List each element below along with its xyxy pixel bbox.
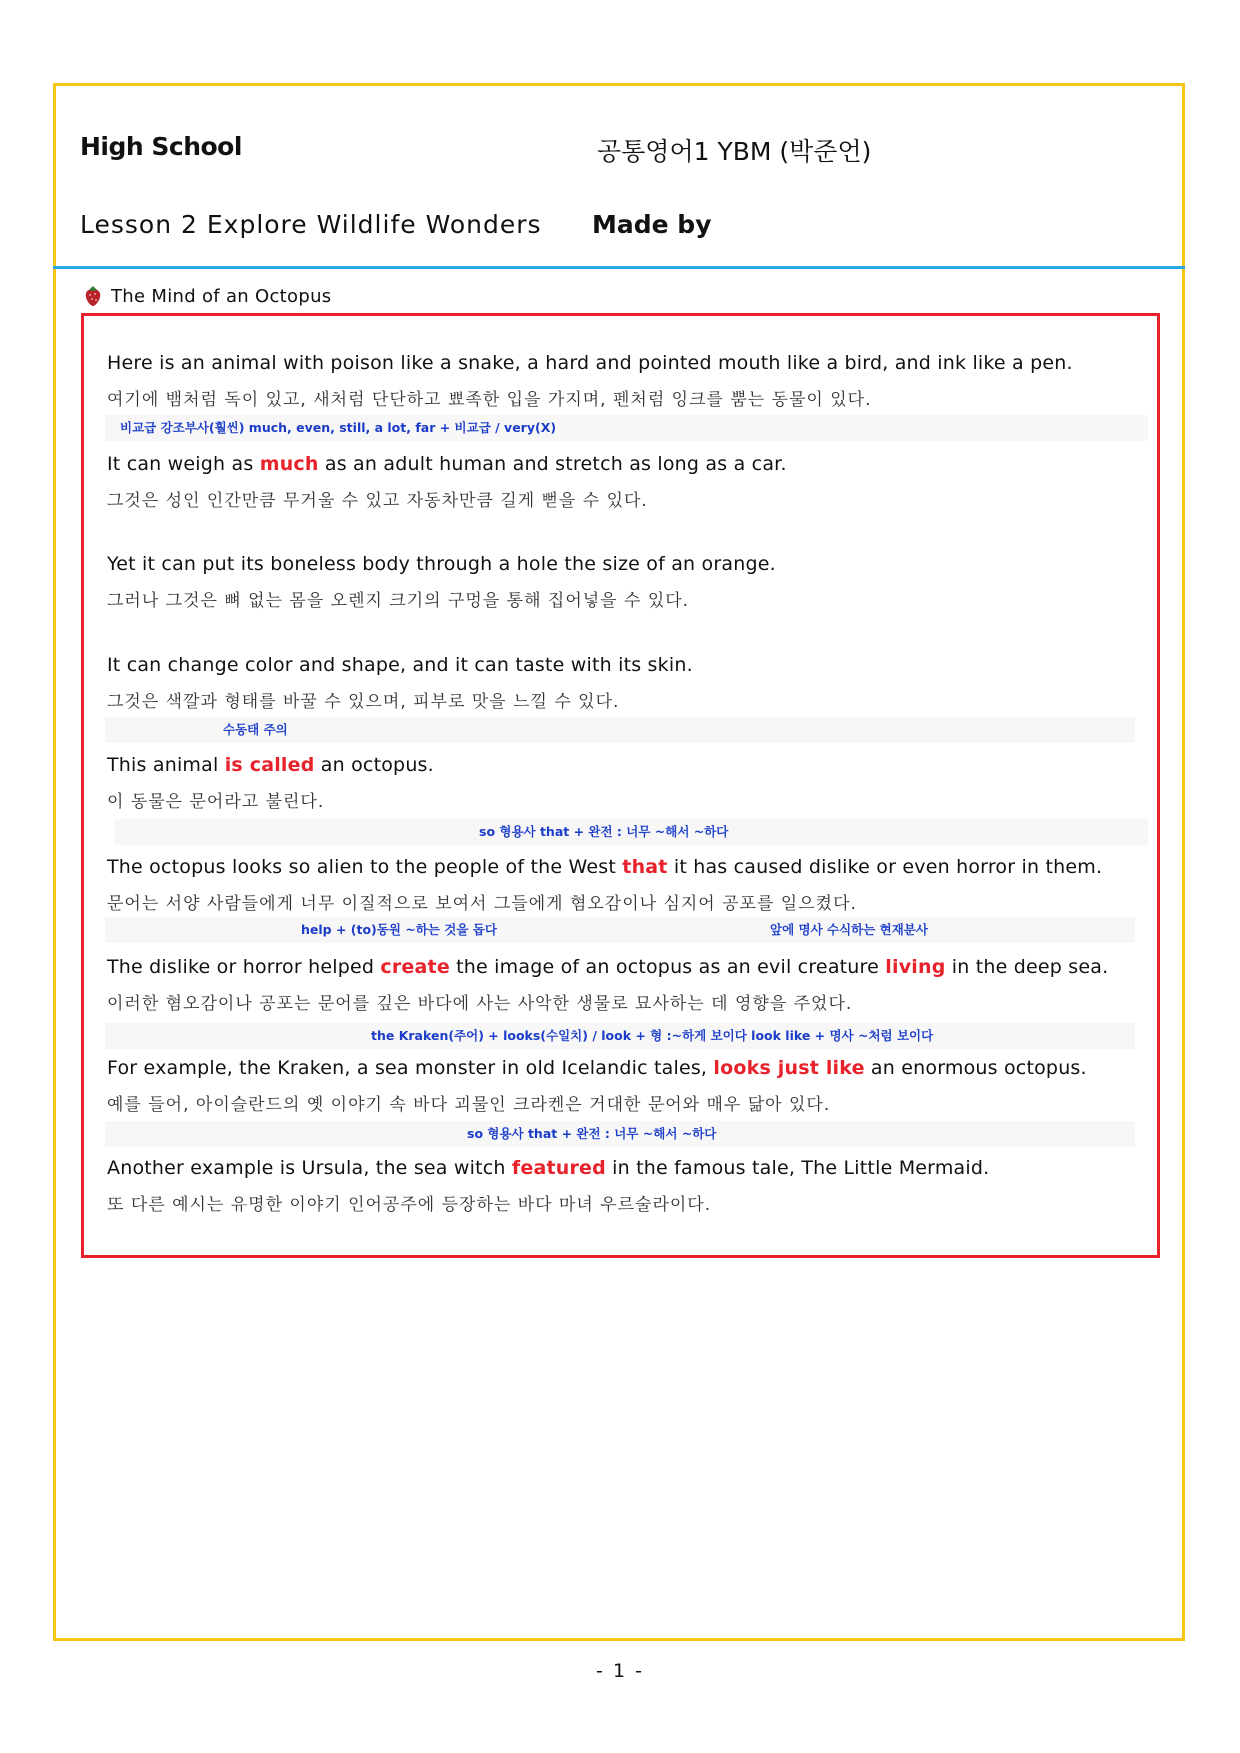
header-divider xyxy=(53,266,1185,269)
korean-translation-8: 예를 들어, 아이슬란드의 옛 이야기 속 바다 괴물인 크라켄은 거대한 문어와 매우 닮아 있다. xyxy=(107,1095,831,1115)
textbook-title: 공통영어1 YBM (박준언) xyxy=(597,137,872,166)
sentence-text: in the deep sea. xyxy=(945,956,1109,978)
korean-translation-5: 이 동물은 문어라고 불린다. xyxy=(107,792,325,812)
grammar-note-5 xyxy=(105,1023,1135,1049)
sentence-text: as an adult human and stretch as long as a car. xyxy=(318,453,787,475)
note-text: so 형용사 that + 완전 : 너무 ~해서 ~하다 xyxy=(467,1126,717,1141)
korean-translation-1: 여기에 뱀처럼 독이 있고, 새처럼 단단하고 뾰족한 입을 가지며, 펜처럼 잉크를 뿜는 동물이 있다. xyxy=(107,390,872,410)
grammar-note-6 xyxy=(105,1121,1135,1147)
sentence-text: an octopus. xyxy=(314,754,434,776)
section-heading xyxy=(84,284,331,308)
english-sentence-1 xyxy=(107,352,1073,374)
english-sentence-5 xyxy=(107,754,434,776)
highlighted-word: looks just like xyxy=(713,1057,865,1079)
school-level: High School xyxy=(80,132,242,161)
korean-translation-9: 또 다른 예시는 유명한 이야기 인어공주에 등장하는 바다 마녀 우르술라이다. xyxy=(107,1195,712,1215)
grammar-note-1 xyxy=(105,415,1148,441)
korean-translation-7: 이러한 혐오감이나 공포는 문어를 깊은 바다에 사는 사악한 생물로 묘사하는 데 영향을 주었다. xyxy=(107,994,853,1014)
korean-translation-3: 그러나 그것은 뼈 없는 몸을 오렌지 크기의 구멍을 통해 집어넣을 수 있다. xyxy=(107,591,690,611)
highlighted-word: that xyxy=(622,856,668,878)
sentence-text: it has caused dislike or even horror in them. xyxy=(667,856,1103,878)
lesson-title: Lesson 2 Explore Wildlife Wonders xyxy=(80,210,542,239)
made-by-label: Made by xyxy=(592,210,712,239)
sentence-text: in the famous tale, The Little Mermaid. xyxy=(605,1157,990,1179)
section-title: The Mind of an Octopus xyxy=(111,285,332,307)
korean-translation-4: 그것은 색깔과 형태를 바꿀 수 있으며, 피부로 맛을 느낄 수 있다. xyxy=(107,692,620,712)
note-text: help + (to)동원 ~하는 것을 돕다 xyxy=(301,922,497,937)
note-text: 앞에 명사 수식하는 현재분사 xyxy=(770,922,928,937)
english-sentence-2 xyxy=(107,453,787,475)
highlighted-word: is called xyxy=(224,754,315,776)
sentence-text: The dislike or horror helped xyxy=(107,956,381,978)
note-text: 수동태 주의 xyxy=(223,722,288,737)
korean-translation-6: 문어는 서양 사람들에게 너무 이질적으로 보여서 그들에게 혐오감이나 심지어 공포를 일으켰다. xyxy=(107,894,857,914)
note-text: 비교급 강조부사(훨씬) much, even, still, a lot, far + 비교급 / very(X) xyxy=(120,420,557,435)
korean-translation-2: 그것은 성인 인간만큼 무거울 수 있고 자동차만큼 길게 뻗을 수 있다. xyxy=(107,491,648,511)
english-sentence-8 xyxy=(107,1057,1087,1079)
highlighted-word: much xyxy=(259,453,319,475)
grammar-note-2 xyxy=(105,717,1135,743)
sentence-text: Yet it can put its boneless body through a hole the size of an orange. xyxy=(107,553,776,575)
sentence-text: The octopus looks so alien to the people of the West xyxy=(107,856,623,878)
english-sentence-4 xyxy=(107,654,693,676)
english-sentence-3 xyxy=(107,553,776,575)
english-sentence-7 xyxy=(107,956,1108,978)
grammar-note-4 xyxy=(105,917,1135,943)
sentence-text: It can weigh as xyxy=(107,453,260,475)
highlighted-word: featured xyxy=(511,1157,606,1179)
grammar-note-3 xyxy=(114,819,1148,845)
sentence-text: Another example is Ursula, the sea witch xyxy=(107,1157,512,1179)
highlighted-word: living xyxy=(885,956,946,978)
note-text: so 형용사 that + 완전 : 너무 ~해서 ~하다 xyxy=(479,824,729,839)
sentence-text: For example, the Kraken, a sea monster in old Icelandic tales, xyxy=(107,1057,714,1079)
english-sentence-6 xyxy=(107,856,1102,878)
sentence-text: This animal xyxy=(107,754,225,776)
sentence-text: It can change color and shape, and it can taste with its skin. xyxy=(107,654,693,676)
highlighted-word: create xyxy=(380,956,450,978)
sentence-text: the image of an octopus as an evil creature xyxy=(449,956,886,978)
strawberry-bullet-icon xyxy=(84,285,102,307)
page-number: - 1 - xyxy=(596,1660,644,1682)
sentence-text: an enormous octopus. xyxy=(864,1057,1087,1079)
sentence-text: Here is an animal with poison like a snake, a hard and pointed mouth like a bird, and ink like a pen. xyxy=(107,352,1073,374)
note-text: the Kraken(주어) + looks(수일치) / look + 형 :~하게 보이다 look like + 명사 ~처럼 보이다 xyxy=(371,1028,934,1043)
english-sentence-9 xyxy=(107,1157,989,1179)
